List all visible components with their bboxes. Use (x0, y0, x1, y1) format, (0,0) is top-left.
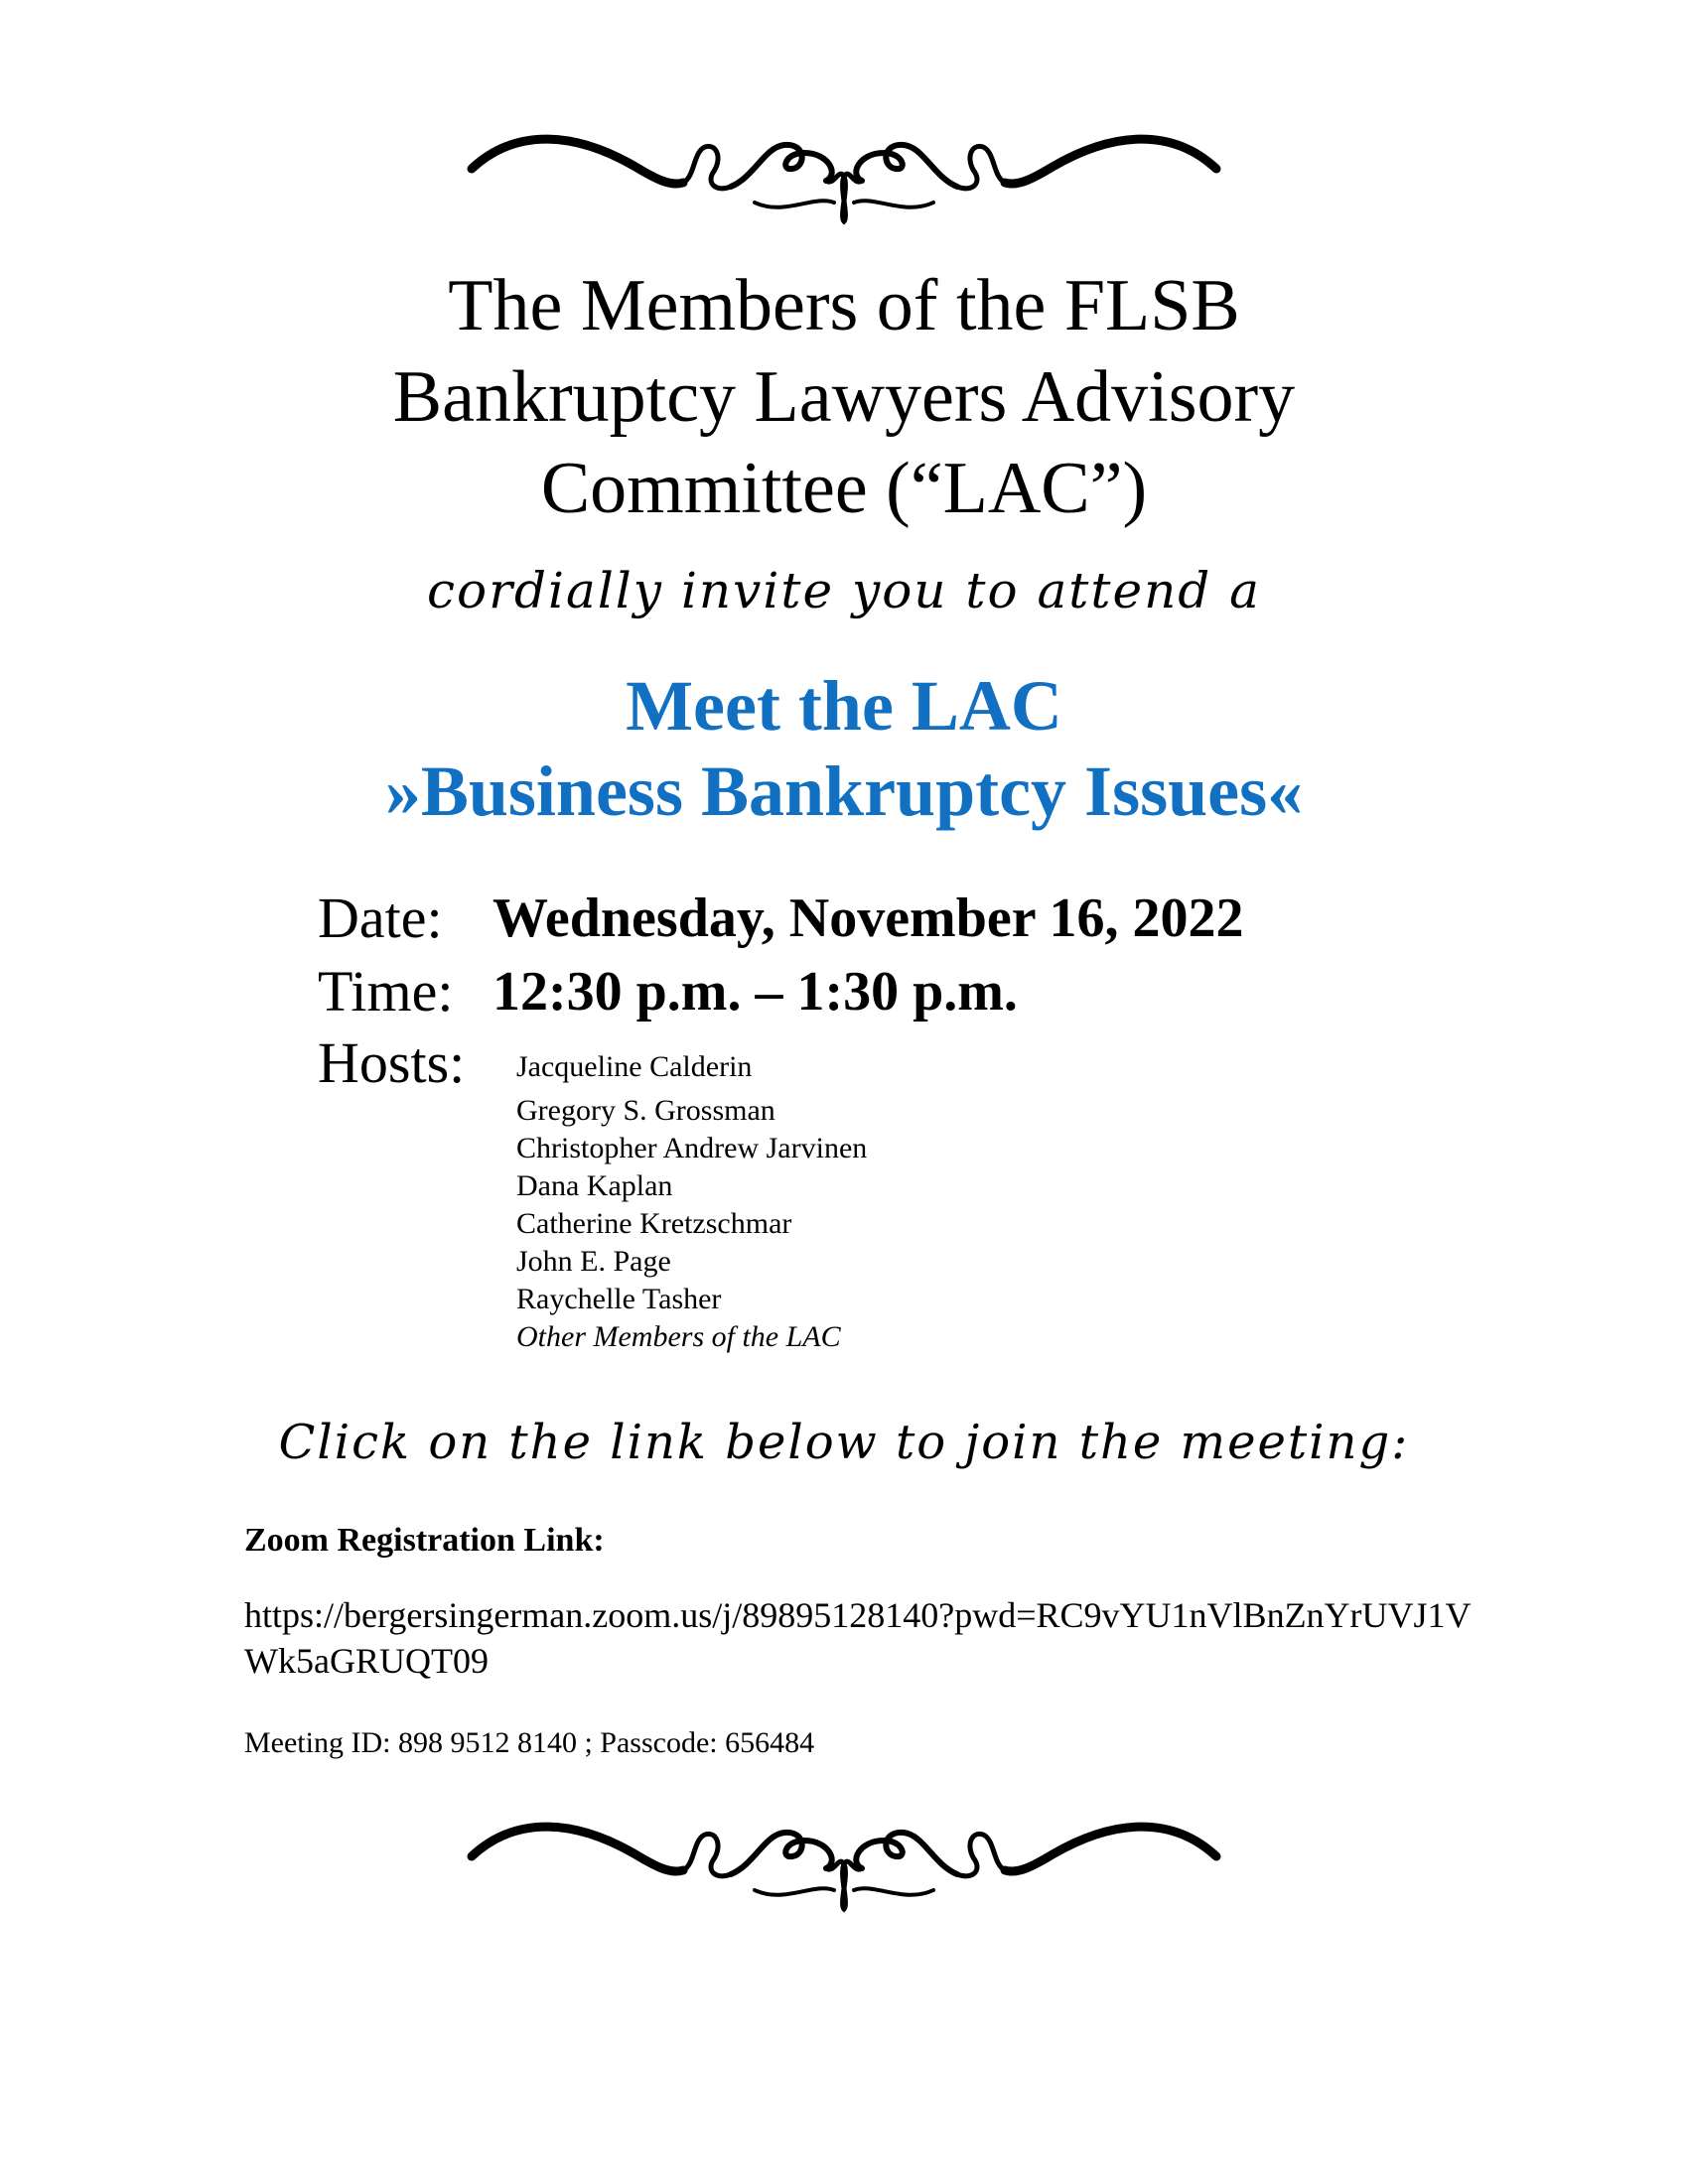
page-heading (0, 260, 1688, 534)
event-title-line-1: Meet the LAC (626, 666, 1062, 746)
join-instruction: Click on the link below to join the meeting: (278, 1415, 1410, 1470)
zoom-label: Zoom Registration Link: (244, 1522, 605, 1559)
zoom-section (244, 1519, 1495, 1763)
heading-line-3: Committee (“LAC”) (540, 448, 1148, 529)
host-item: John E. Page (516, 1245, 671, 1278)
host-item: Jacqueline Calderin (516, 1050, 753, 1083)
time-row (318, 955, 1509, 1028)
time-value: 12:30 p.m. – 1:30 p.m. (492, 961, 1018, 1023)
invite-line: cordially invite you to attend a (427, 562, 1261, 619)
heading-line-2: Bankruptcy Lawyers Advisory (392, 356, 1296, 438)
event-title-line-2: »Business Bankruptcy Issues« (384, 751, 1304, 831)
time-label: Time: (318, 959, 454, 1024)
date-label: Date: (318, 886, 443, 950)
meeting-id-passcode: Meeting ID: 898 9512 8140 ; Passcode: 656484 (244, 1726, 815, 1759)
host-item: Dana Kaplan (516, 1169, 673, 1202)
host-item: Gregory S. Grossman (516, 1094, 775, 1127)
date-value: Wednesday, November 16, 2022 (492, 887, 1244, 949)
host-item: Raychelle Tasher (516, 1283, 722, 1315)
event-title (0, 663, 1688, 834)
date-row (318, 882, 1509, 955)
host-item: Christopher Andrew Jarvinen (516, 1132, 868, 1164)
heading-line-1: The Members of the FLSB (448, 265, 1240, 346)
scroll-flourish-ornament-icon (457, 107, 1231, 226)
host-list (516, 1048, 867, 1356)
host-item-other: Other Members of the LAC (516, 1320, 841, 1353)
host-item: Catherine Kretzschmar (516, 1207, 792, 1240)
zoom-registration-link[interactable]: https://bergersingerman.zoom.us/j/89895128140?pwd=RC9vYU1nVlBnZnYrUVJ1VWk5aGRUQT09 (244, 1595, 1472, 1681)
event-details (318, 882, 1509, 1028)
scroll-flourish-ornament-icon (457, 1795, 1231, 1914)
hosts-label: Hosts: (318, 1030, 466, 1095)
